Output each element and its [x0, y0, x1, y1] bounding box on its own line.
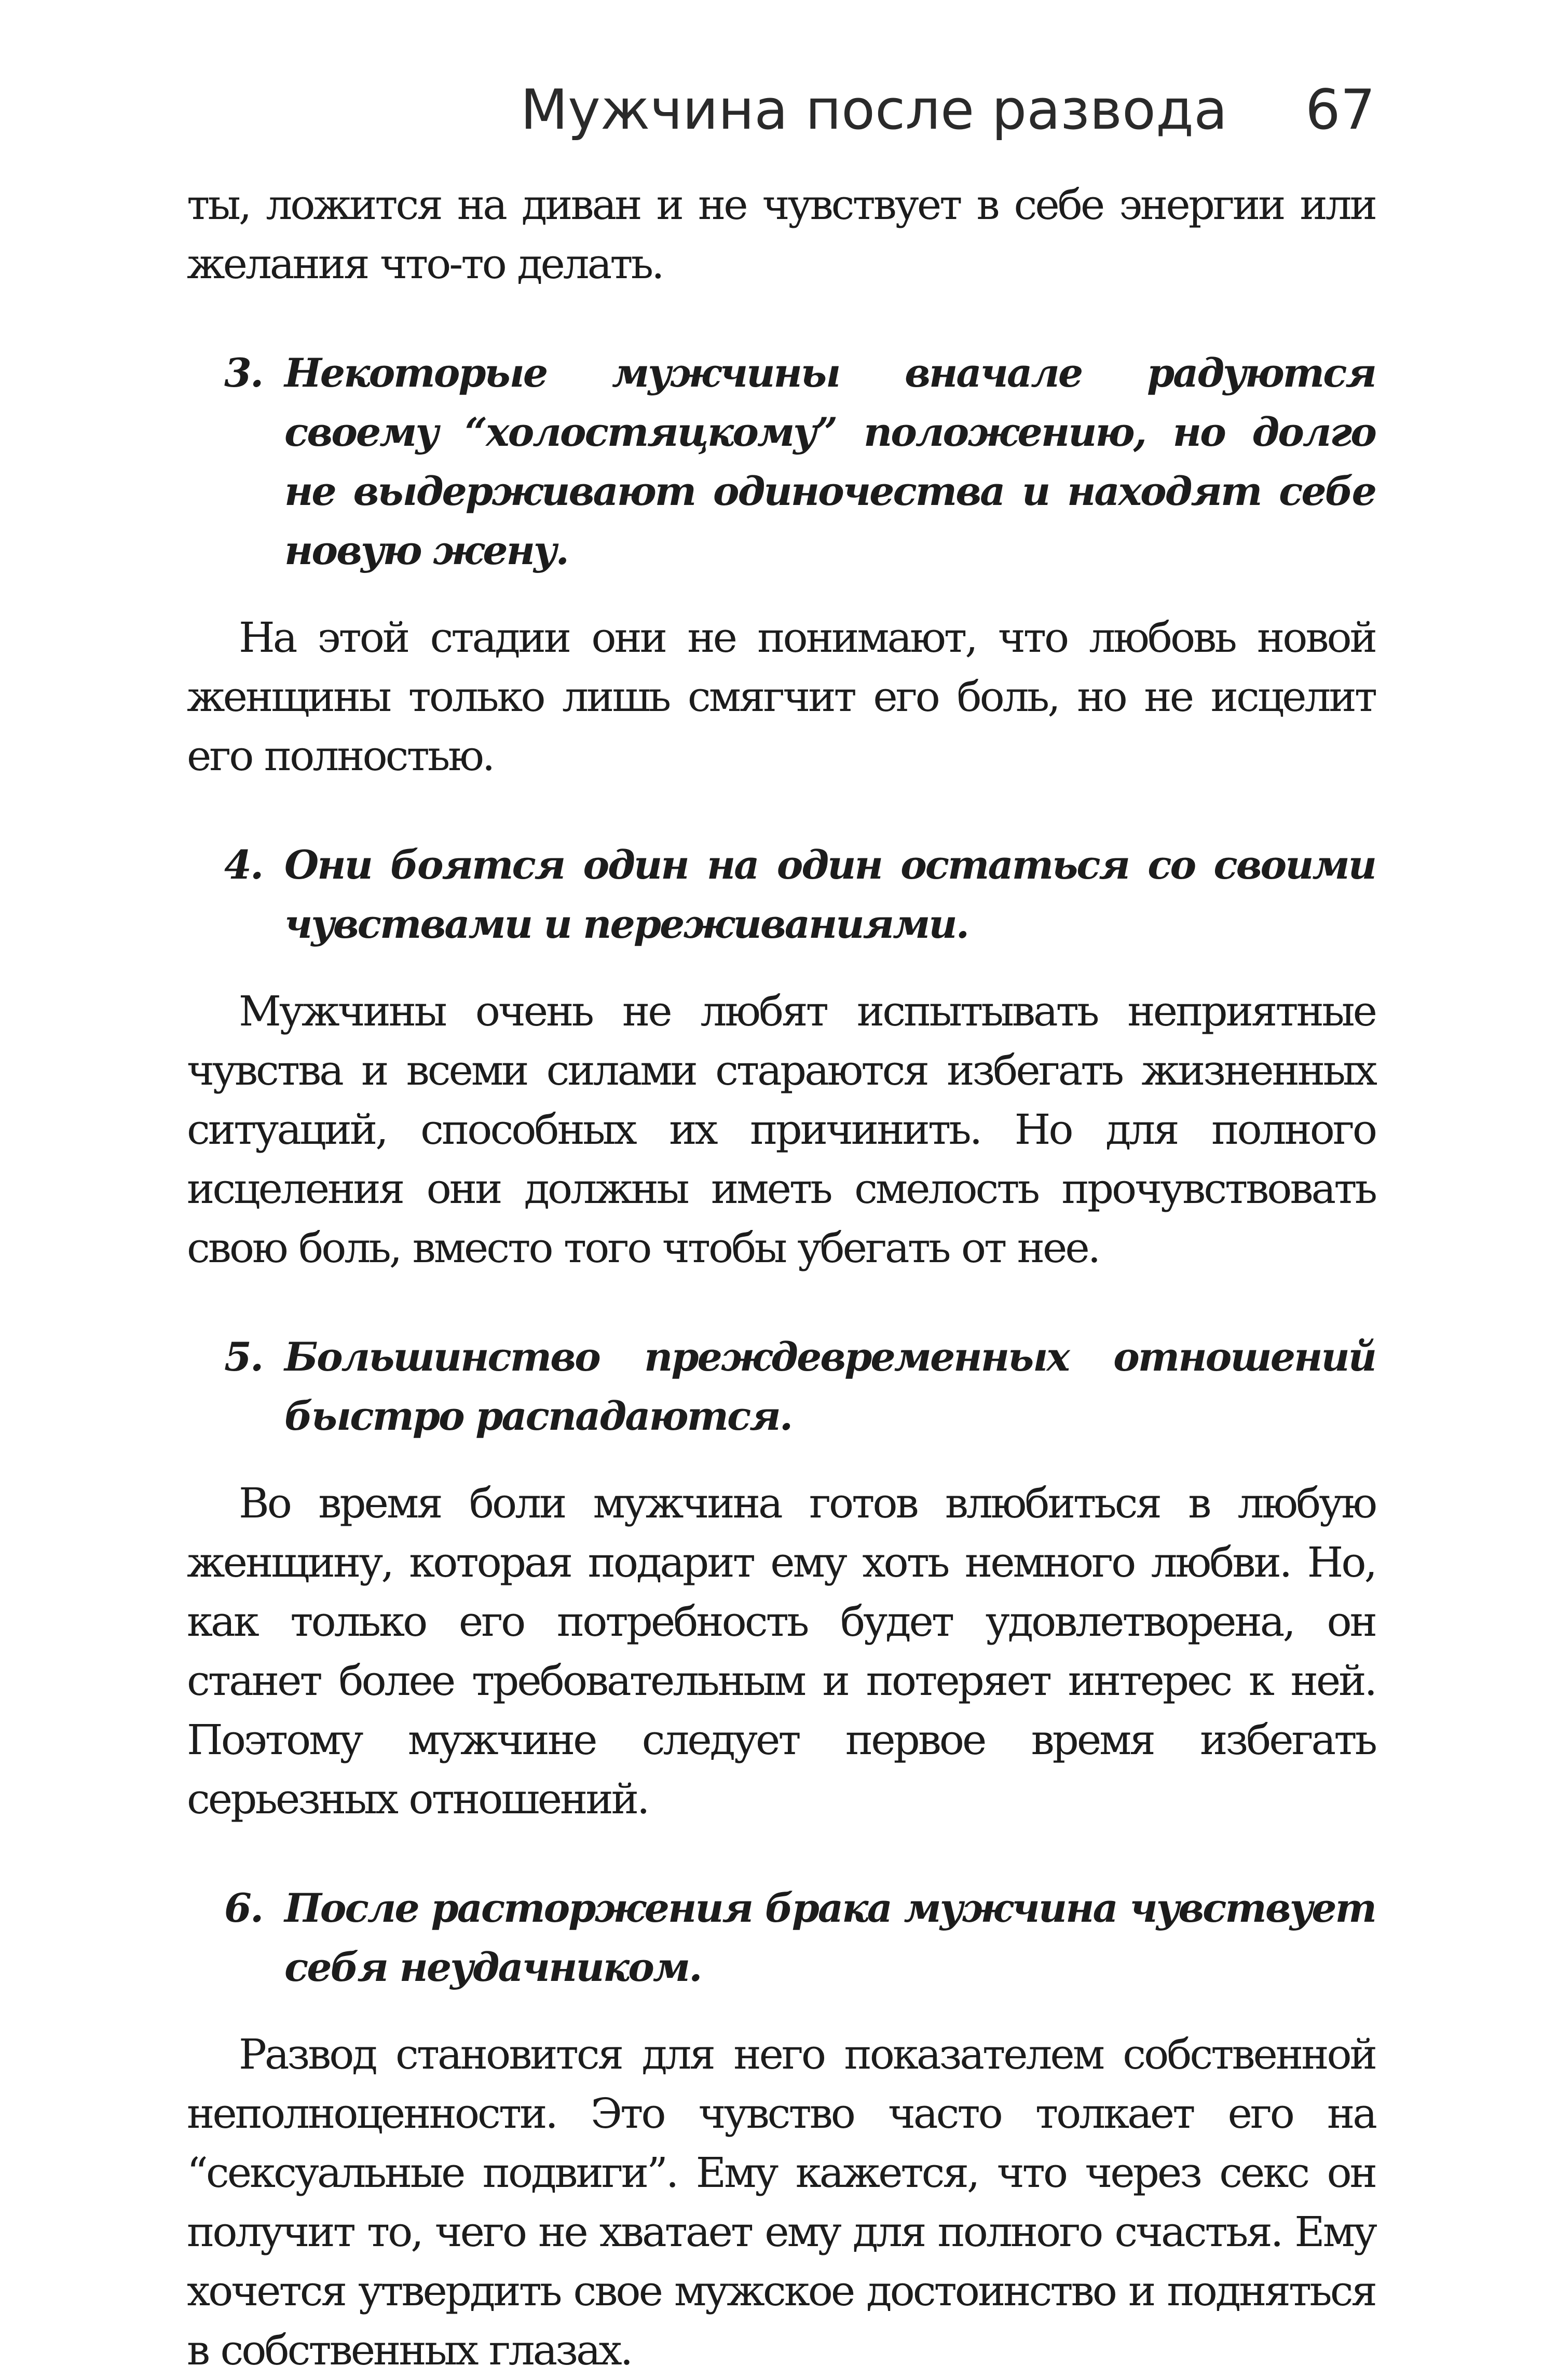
section-number: 4.	[224, 842, 263, 888]
section-heading-5	[187, 1328, 1375, 1446]
section-number: 5.	[224, 1334, 263, 1380]
chapter-title: Мужчина после развода	[520, 78, 1228, 142]
section-paragraph: Мужчины очень не любят испытывать неприятные чувства и всеми силами стараются избегать жизненных ситуаций, способных их причинить. Но для полного исцеления они должны иметь смелость прочувствовать свою боль, вместо того чтобы убегать от нее.	[187, 987, 1375, 1272]
section-heading-text: Они боятся один на один остаться со своими чувствами и переживаниями.	[284, 842, 1375, 947]
intro-paragraph: ты, ложится на диван и не чувствует в себе энергии или желания что-то делать.	[187, 181, 1375, 288]
section-heading-text: Некоторые мужчины вначале радуются своему “холостяцкому” положению, но долго не выдерживают одиночества и находят себе новую жену.	[284, 350, 1375, 573]
section-paragraph: Развод становится для него показателем собственной неполноценности. Это чувство часто толкает его на “сексуальные подвиги”. Ему кажется, что через секс он получит то, чего не хватает ему для полного счастья. Ему хочется утвердить свое мужское достоинство и подняться в собственных глазах.	[187, 2030, 1375, 2374]
section-heading-text: Большинство преждевременных отношений быстро распадаются.	[284, 1334, 1375, 1439]
section-paragraph: Во время боли мужчина готов влюбиться в любую женщину, которая подарит ему хоть немного любви. Но, как только его потребность будет удовлетворена, он станет более требовательным и потеряет интерес к ней. Поэтому мужчине следует первое время избегать серьезных отношений.	[187, 1479, 1375, 1823]
section-number: 3.	[224, 350, 263, 396]
section-heading-3	[187, 344, 1375, 580]
section-paragraph: На этой стадии они не понимают, что любовь новой женщины только лишь смягчит его боль, но не исцелит его полностью.	[187, 613, 1375, 780]
section-heading-text: После расторжения брака мужчина чувствует себя неудачником.	[284, 1885, 1375, 1990]
section-number: 6.	[224, 1885, 263, 1931]
running-head	[187, 78, 1375, 151]
section-heading-6	[187, 1879, 1375, 1997]
page-number: 67	[1305, 78, 1375, 142]
section-heading-4	[187, 836, 1375, 954]
book-page	[187, 78, 1375, 2374]
